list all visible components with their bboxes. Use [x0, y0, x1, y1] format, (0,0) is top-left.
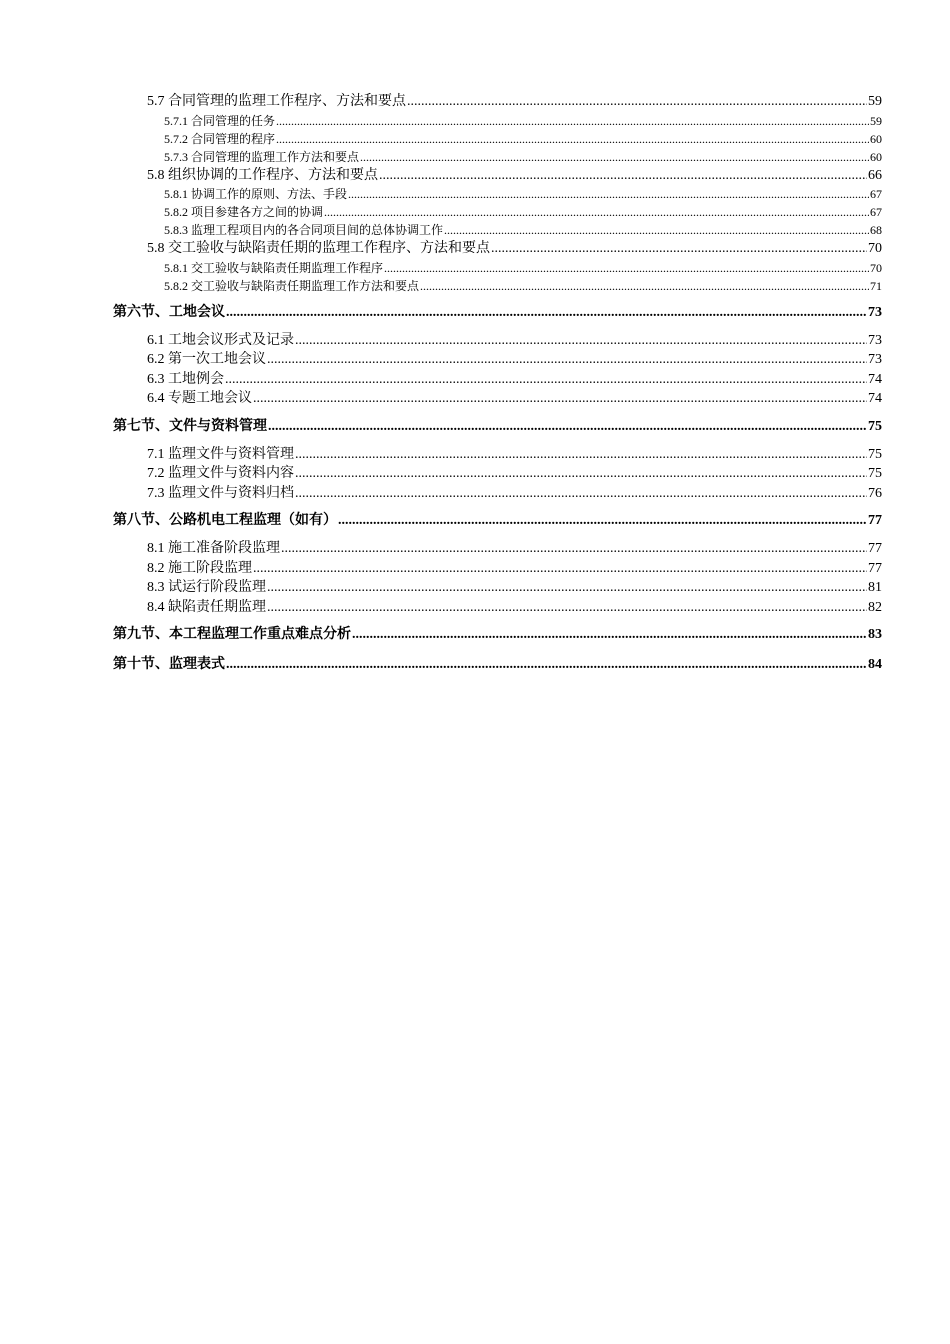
toc-leader-dots	[444, 221, 869, 239]
toc-entry-5-8-3[interactable]	[113, 221, 882, 239]
toc-entry-title: 5.8.2 交工验收与缺陷责任期监理工作方法和要点	[164, 278, 420, 293]
toc-page-number: 76	[868, 485, 882, 501]
toc-leader-dots	[352, 625, 867, 645]
toc-entry-5-8-acceptance[interactable]	[113, 239, 882, 259]
toc-page-number: 59	[870, 113, 882, 128]
toc-entry-title: 7.2 监理文件与资料内容	[147, 466, 294, 481]
toc-leader-dots	[295, 464, 867, 484]
toc-page-number: 67	[870, 205, 882, 219]
toc-entry-title: 8.1 施工准备阶段监理	[147, 541, 280, 556]
toc-leader-dots	[267, 598, 867, 618]
toc-entry-title: 8.3 试运行阶段监理	[147, 580, 266, 595]
toc-page-number: 68	[870, 223, 882, 237]
toc-entry-title: 第九节、本工程监理工作重点难点分析	[113, 627, 351, 642]
toc-section-6[interactable]	[113, 303, 882, 323]
toc-entry-title: 5.8.3 监理工程项目内的各合同项目间的总体协调工作	[164, 223, 444, 237]
table-of-contents	[113, 92, 882, 675]
toc-page-number: 70	[870, 260, 882, 275]
toc-entry-title: 7.3 监理文件与资料归档	[147, 485, 294, 501]
toc-page-number: 77	[868, 513, 882, 528]
toc-entry-title: 5.8 组织协调的工作程序、方法和要点	[147, 167, 378, 183]
toc-page-number: 77	[868, 541, 882, 556]
toc-entry-6-2[interactable]	[113, 350, 882, 370]
toc-entry-6-4[interactable]	[113, 389, 882, 409]
toc-section-8[interactable]	[113, 511, 882, 531]
toc-page-number: 60	[870, 131, 882, 146]
toc-leader-dots	[226, 655, 867, 675]
toc-leader-dots	[348, 185, 869, 203]
toc-page-number: 73	[868, 304, 882, 320]
toc-entry-5-8-1[interactable]	[113, 185, 882, 203]
toc-entry-5-7-1[interactable]	[113, 112, 882, 130]
toc-page-number: 81	[868, 580, 882, 595]
toc-entry-5-8-1-acceptance[interactable]	[113, 259, 882, 277]
toc-entry-8-2[interactable]	[113, 559, 882, 579]
toc-leader-dots	[267, 350, 867, 370]
toc-entry-title: 6.2 第一次工地会议	[147, 352, 266, 367]
toc-page-number: 74	[868, 391, 882, 406]
toc-page-number: 66	[868, 167, 882, 183]
toc-entry-5-7[interactable]	[113, 92, 882, 112]
toc-leader-dots	[268, 417, 867, 437]
toc-entry-title: 5.8.2 项目参建各方之间的协调	[164, 205, 324, 219]
toc-entry-title: 8.2 施工阶段监理	[147, 560, 252, 576]
toc-entry-title: 6.4 专题工地会议	[147, 391, 252, 406]
toc-section-7[interactable]	[113, 417, 882, 437]
toc-leader-dots	[281, 539, 867, 559]
toc-entry-title: 5.7 合同管理的监理工作程序、方法和要点	[147, 94, 406, 109]
toc-page-number: 73	[868, 332, 882, 348]
toc-entry-7-1[interactable]	[113, 445, 882, 465]
toc-page-number: 67	[870, 187, 882, 201]
toc-entry-5-8-2[interactable]	[113, 203, 882, 221]
toc-leader-dots	[491, 239, 867, 259]
toc-entry-title: 5.8 交工验收与缺陷责任期的监理工作程序、方法和要点	[147, 241, 490, 256]
toc-page-number: 71	[870, 278, 882, 293]
toc-leader-dots	[407, 92, 867, 112]
toc-page-number: 84	[868, 657, 882, 672]
toc-leader-dots	[360, 148, 869, 166]
toc-entry-7-2[interactable]	[113, 464, 882, 484]
toc-entry-8-3[interactable]	[113, 578, 882, 598]
toc-page-number: 74	[868, 371, 882, 387]
toc-entry-8-1[interactable]	[113, 539, 882, 559]
toc-entry-6-3[interactable]	[113, 370, 882, 390]
toc-leader-dots	[253, 389, 867, 409]
toc-entry-title: 7.1 监理文件与资料管理	[147, 446, 294, 462]
toc-page-number: 60	[870, 149, 882, 164]
toc-leader-dots	[324, 203, 869, 221]
toc-entry-5-7-3[interactable]	[113, 148, 882, 166]
toc-entry-5-8[interactable]	[113, 166, 882, 186]
toc-entry-6-1[interactable]	[113, 331, 882, 351]
toc-section-10[interactable]	[113, 655, 882, 675]
toc-entry-title: 5.7.2 合同管理的程序	[164, 131, 276, 146]
toc-entry-title: 第六节、工地会议	[113, 304, 225, 320]
toc-leader-dots	[379, 166, 867, 186]
toc-page-number: 70	[868, 241, 882, 256]
toc-leader-dots	[295, 445, 867, 465]
toc-page-number: 75	[868, 446, 882, 462]
toc-entry-title: 8.4 缺陷责任期监理	[147, 599, 266, 615]
toc-page-number: 75	[868, 466, 882, 481]
toc-leader-dots	[226, 303, 867, 323]
toc-entry-title: 5.8.1 协调工作的原则、方法、手段	[164, 187, 348, 201]
toc-entry-5-8-2-acceptance[interactable]	[113, 277, 882, 295]
toc-leader-dots	[276, 130, 869, 148]
toc-page-number: 77	[868, 560, 882, 576]
toc-leader-dots	[267, 578, 867, 598]
toc-leader-dots	[384, 259, 869, 277]
toc-leader-dots	[338, 511, 867, 531]
toc-entry-8-4[interactable]	[113, 598, 882, 618]
toc-leader-dots	[295, 484, 867, 504]
toc-leader-dots	[420, 277, 869, 295]
toc-section-9[interactable]	[113, 625, 882, 645]
toc-leader-dots	[295, 331, 867, 351]
toc-entry-5-7-2[interactable]	[113, 130, 882, 148]
toc-entry-title: 第八节、公路机电工程监理（如有）	[113, 513, 337, 528]
toc-entry-title: 第十节、监理表式	[113, 657, 225, 672]
toc-entry-title: 5.7.1 合同管理的任务	[164, 113, 276, 128]
toc-leader-dots	[276, 112, 869, 130]
toc-entry-title: 6.3 工地例会	[147, 371, 224, 387]
toc-leader-dots	[253, 559, 867, 579]
toc-page-number: 82	[868, 599, 882, 615]
toc-entry-title: 第七节、文件与资料管理	[113, 418, 267, 434]
toc-entry-7-3[interactable]	[113, 484, 882, 504]
toc-page-number: 83	[868, 627, 882, 642]
toc-page-number: 59	[868, 94, 882, 109]
toc-leader-dots	[225, 370, 867, 390]
toc-entry-title: 5.7.3 合同管理的监理工作方法和要点	[164, 149, 360, 164]
toc-entry-title: 6.1 工地会议形式及记录	[147, 332, 294, 348]
toc-page-number: 73	[868, 352, 882, 367]
toc-entry-title: 5.8.1 交工验收与缺陷责任期监理工作程序	[164, 260, 384, 275]
toc-page-number: 75	[868, 418, 882, 434]
